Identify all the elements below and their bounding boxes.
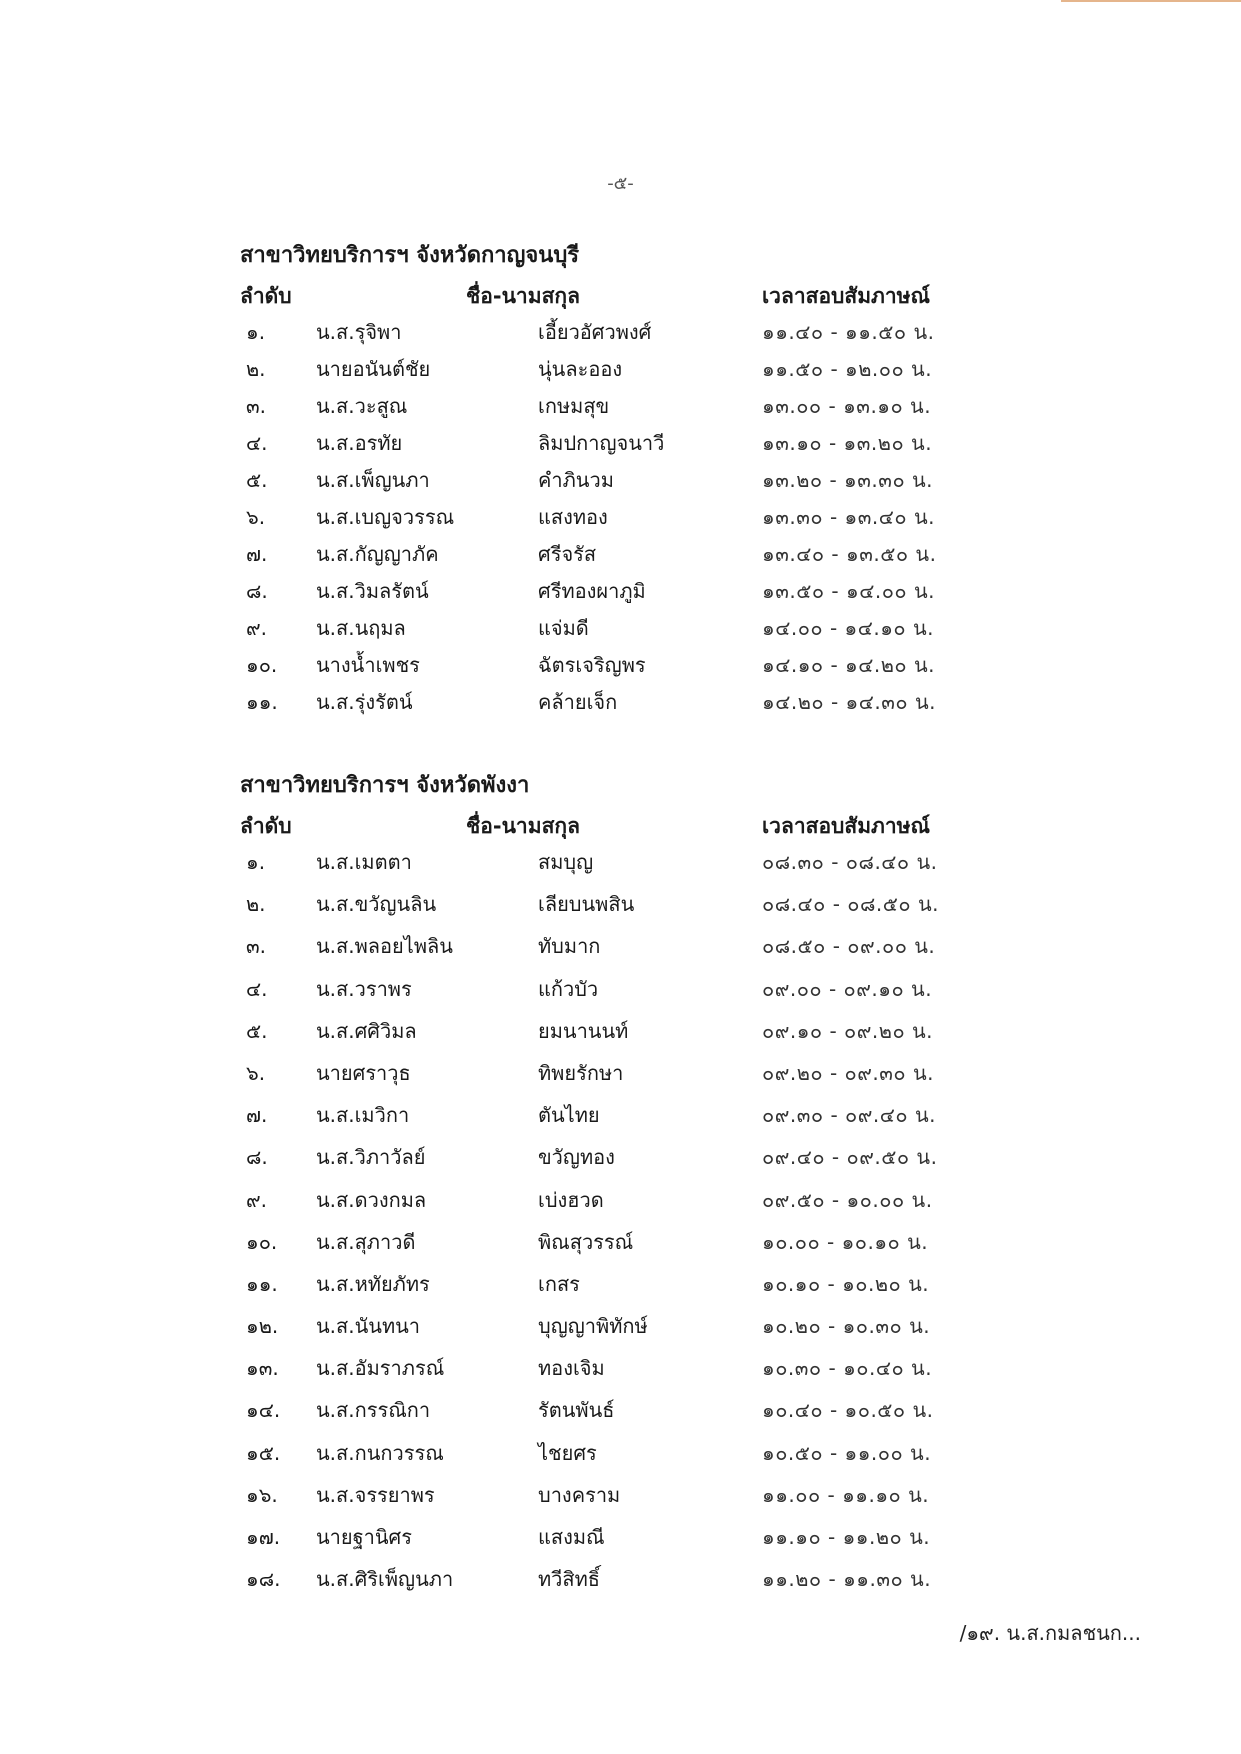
- header-time: เวลาสอบสัมภาษณ์: [762, 284, 931, 308]
- table-row: [240, 1348, 960, 1390]
- last-name: เอี้ยวอัศวพงศ์: [538, 320, 652, 344]
- table-row: [240, 608, 960, 645]
- interview-time: ๑๑.๑๐ - ๑๑.๒๐ น.: [762, 1525, 931, 1549]
- first-name: น.ส.รุจิพา: [316, 320, 402, 344]
- row-number: ๗.: [246, 542, 268, 566]
- interview-time: ๐๙.๔๐ - ๐๙.๕๐ น.: [762, 1145, 938, 1170]
- last-name: เกษมสุข: [538, 394, 610, 418]
- interview-time: ๐๙.๓๐ - ๐๙.๔๐ น.: [762, 1103, 936, 1128]
- last-name: ตันไทย: [538, 1103, 600, 1128]
- table-row: [240, 1390, 960, 1432]
- last-name: เกสร: [538, 1271, 580, 1296]
- interview-time: ๑๓.๑๐ - ๑๓.๒๐ น.: [762, 431, 933, 455]
- header-order: ลำดับ: [240, 814, 292, 838]
- interview-time: ๑๓.๕๐ - ๑๔.๐๐ น.: [762, 579, 935, 603]
- last-name: ไชยศร: [538, 1440, 597, 1465]
- last-name: ทิพยรักษา: [538, 1060, 624, 1085]
- first-name: น.ส.เบญจวรรณ: [316, 505, 455, 529]
- first-name: น.ส.เมตตา: [316, 850, 412, 874]
- scan-edge-mark: [1061, 0, 1241, 2]
- table-row: [240, 1559, 960, 1601]
- section-title: สาขาวิทยบริการฯ จังหวัดพังงา: [240, 773, 530, 798]
- table-row: [240, 884, 960, 926]
- row-number: ๑๗.: [246, 1525, 281, 1549]
- interview-time: ๐๙.๑๐ - ๐๙.๒๐ น.: [762, 1018, 934, 1043]
- table-row: [240, 1095, 960, 1137]
- row-number: ๒.: [246, 357, 266, 381]
- row-number: ๑๐.: [246, 1229, 278, 1254]
- last-name: รัตนพันธ์: [538, 1398, 615, 1423]
- interview-time: ๑๐.๔๐ - ๑๐.๕๐ น.: [762, 1398, 934, 1423]
- row-number: ๕.: [246, 1018, 268, 1043]
- row-number: ๙.: [246, 616, 268, 640]
- first-name: น.ส.ศศิวิมล: [316, 1018, 417, 1043]
- row-number: ๑๑.: [246, 690, 278, 714]
- first-name: น.ส.วะสูณ: [316, 394, 408, 418]
- table-row: [240, 534, 960, 571]
- interview-time: ๐๙.๕๐ - ๑๐.๐๐ น.: [762, 1187, 933, 1212]
- first-name: น.ส.วิมลรัตน์: [316, 579, 429, 603]
- section-title: สาขาวิทยบริการฯ จังหวัดกาญจนบุรี: [240, 243, 580, 268]
- row-number: ๔.: [246, 976, 268, 1001]
- table-header: [240, 276, 960, 312]
- row-number: ๗.: [246, 1103, 268, 1128]
- first-name: น.ส.ขวัญนลิน: [316, 892, 437, 917]
- row-number: ๑๕.: [246, 1440, 281, 1465]
- row-number: ๙.: [246, 1187, 268, 1212]
- last-name: คำภินวม: [538, 468, 614, 492]
- row-number: ๘.: [246, 579, 268, 603]
- table-row: [240, 1306, 960, 1348]
- table-row: [240, 1517, 960, 1559]
- section-phangnga: [240, 766, 960, 1601]
- interview-time: ๑๑.๔๐ - ๑๑.๕๐ น.: [762, 320, 935, 344]
- last-name: คล้ายเจ็ก: [538, 690, 618, 714]
- row-number: ๑๖.: [246, 1482, 278, 1507]
- interview-time: ๑๐.๐๐ - ๑๐.๑๐ น.: [762, 1229, 929, 1254]
- first-name: น.ส.อรทัย: [316, 431, 403, 455]
- interview-time: ๐๘.๕๐ - ๐๙.๐๐ น.: [762, 934, 936, 959]
- row-number: ๑.: [246, 850, 266, 874]
- header-time: เวลาสอบสัมภาษณ์: [762, 814, 931, 838]
- table-row: [240, 1433, 960, 1475]
- row-number: ๑๓.: [246, 1356, 279, 1381]
- row-number: ๔.: [246, 431, 268, 455]
- row-number: ๑๑.: [246, 1271, 278, 1296]
- interview-time: ๑๔.๑๐ - ๑๔.๒๐ น.: [762, 653, 935, 677]
- row-number: ๒.: [246, 892, 266, 917]
- interview-time: ๑๐.๕๐ - ๑๑.๐๐ น.: [762, 1440, 932, 1465]
- table-row: [240, 682, 960, 719]
- last-name: บางคราม: [538, 1482, 621, 1507]
- table-row: [240, 571, 960, 608]
- interview-time: ๑๐.๑๐ - ๑๐.๒๐ น.: [762, 1271, 930, 1296]
- last-name: แก้วบัว: [538, 976, 599, 1001]
- last-name: นุ่นละออง: [538, 357, 623, 381]
- row-number: ๘.: [246, 1145, 268, 1170]
- table-row: [240, 349, 960, 386]
- first-name: น.ส.รุ่งรัตน์: [316, 690, 413, 714]
- interview-time: ๑๔.๐๐ - ๑๔.๑๐ น.: [762, 616, 935, 640]
- last-name: สมบุญ: [538, 850, 594, 874]
- interview-time: ๑๓.๓๐ - ๑๓.๔๐ น.: [762, 505, 935, 529]
- table-row: [240, 1137, 960, 1179]
- last-name: ทองเจิม: [538, 1356, 605, 1381]
- row-number: ๕.: [246, 468, 268, 492]
- interview-time: ๑๐.๒๐ - ๑๐.๓๐ น.: [762, 1314, 931, 1339]
- first-name: น.ส.ดวงกมล: [316, 1187, 427, 1212]
- first-name: น.ส.หทัยภัทร: [316, 1271, 430, 1296]
- last-name: ลิมปกาญจนาวี: [538, 431, 665, 455]
- first-name: น.ส.นันทนา: [316, 1314, 421, 1339]
- row-number: ๖.: [246, 505, 266, 529]
- last-name: เลียบนพสิน: [538, 892, 635, 917]
- interview-time: ๑๔.๒๐ - ๑๔.๓๐ น.: [762, 690, 936, 714]
- interview-time: ๑๑.๐๐ - ๑๑.๑๐ น.: [762, 1482, 930, 1507]
- first-name: น.ส.นฤมล: [316, 616, 406, 640]
- first-name: น.ส.อัมราภรณ์: [316, 1356, 445, 1381]
- last-name: ยมนานนท์: [538, 1018, 629, 1043]
- table-row: [240, 842, 960, 884]
- table-row: [240, 926, 960, 968]
- first-name: น.ส.เพ็ญนภา: [316, 468, 430, 492]
- last-name: ขวัญทอง: [538, 1145, 615, 1170]
- table-row: [240, 1180, 960, 1222]
- table-row: [240, 969, 960, 1011]
- first-name: น.ส.พลอยไพลิน: [316, 934, 453, 959]
- first-name: นายศราวุธ: [316, 1060, 411, 1085]
- table-header: [240, 806, 960, 842]
- interview-time: ๐๘.๔๐ - ๐๘.๕๐ น.: [762, 892, 939, 917]
- last-name: แจ่มดี: [538, 616, 589, 640]
- section-kanchanaburi: [240, 236, 960, 719]
- row-number: ๓.: [246, 394, 267, 418]
- row-number: ๖.: [246, 1060, 266, 1085]
- first-name: นายฐานิศร: [316, 1525, 412, 1549]
- interview-time: ๐๘.๓๐ - ๐๘.๔๐ น.: [762, 850, 938, 874]
- header-name: ชื่อ-นามสกุล: [466, 814, 580, 838]
- continuation-note: /๑๙. น.ส.กมลชนก...: [959, 1621, 1141, 1645]
- first-name: นายอนันต์ชัย: [316, 357, 431, 381]
- table-row: [240, 1475, 960, 1517]
- interview-time: ๐๙.๐๐ - ๐๙.๑๐ น.: [762, 976, 933, 1001]
- last-name: แสงมณี: [538, 1525, 605, 1549]
- table-row: [240, 312, 960, 349]
- last-name: พิณสุวรรณ์: [538, 1229, 634, 1254]
- last-name: แสงทอง: [538, 505, 608, 529]
- last-name: เบ่งฮวด: [538, 1187, 604, 1212]
- last-name: บุญญาพิทักษ์: [538, 1314, 648, 1339]
- table-row: [240, 497, 960, 534]
- row-number: ๑๒.: [246, 1314, 279, 1339]
- interview-time: ๑๓.๐๐ - ๑๓.๑๐ น.: [762, 394, 932, 418]
- table-body: [240, 842, 960, 1601]
- row-number: ๑๔.: [246, 1398, 281, 1423]
- last-name: ทวีสิทธิ์: [538, 1567, 601, 1592]
- interview-time: ๑๐.๓๐ - ๑๐.๔๐ น.: [762, 1356, 933, 1381]
- first-name: น.ส.กัญญาภัค: [316, 542, 439, 566]
- table-row: [240, 1222, 960, 1264]
- first-name: น.ส.ศิริเพ็ญนภา: [316, 1567, 454, 1592]
- interview-time: ๐๙.๒๐ - ๐๙.๓๐ น.: [762, 1060, 935, 1085]
- first-name: น.ส.วราพร: [316, 976, 412, 1001]
- last-name: ศรีทองผาภูมิ: [538, 579, 646, 603]
- page-number: -๕-: [607, 173, 634, 194]
- interview-time: ๑๓.๔๐ - ๑๓.๕๐ น.: [762, 542, 937, 566]
- first-name: น.ส.สุภาวดี: [316, 1229, 416, 1254]
- first-name: น.ส.จรรยาพร: [316, 1482, 435, 1507]
- last-name: ฉัตรเจริญพร: [538, 653, 646, 677]
- last-name: ศรีจรัส: [538, 542, 597, 566]
- table-row: [240, 1053, 960, 1095]
- last-name: ทับมาก: [538, 934, 601, 959]
- table-row: [240, 423, 960, 460]
- table-row: [240, 1011, 960, 1053]
- interview-time: ๑๑.๕๐ - ๑๒.๐๐ น.: [762, 357, 933, 381]
- interview-time: ๑๓.๒๐ - ๑๓.๓๐ น.: [762, 468, 934, 492]
- first-name: น.ส.กรรณิกา: [316, 1398, 431, 1423]
- interview-time: ๑๑.๒๐ - ๑๑.๓๐ น.: [762, 1567, 932, 1592]
- first-name: น.ส.วิภาวัลย์: [316, 1145, 426, 1170]
- row-number: ๑๘.: [246, 1567, 281, 1592]
- header-name: ชื่อ-นามสกุล: [466, 284, 580, 308]
- table-row: [240, 645, 960, 682]
- first-name: นางน้ำเพชร: [316, 653, 420, 677]
- table-body: [240, 312, 960, 719]
- table-row: [240, 386, 960, 423]
- first-name: น.ส.เมวิกา: [316, 1103, 410, 1128]
- table-row: [240, 460, 960, 497]
- row-number: ๑๐.: [246, 653, 278, 677]
- table-row: [240, 1264, 960, 1306]
- row-number: ๓.: [246, 934, 267, 959]
- row-number: ๑.: [246, 320, 266, 344]
- first-name: น.ส.กนกวรรณ: [316, 1440, 444, 1465]
- header-order: ลำดับ: [240, 284, 292, 308]
